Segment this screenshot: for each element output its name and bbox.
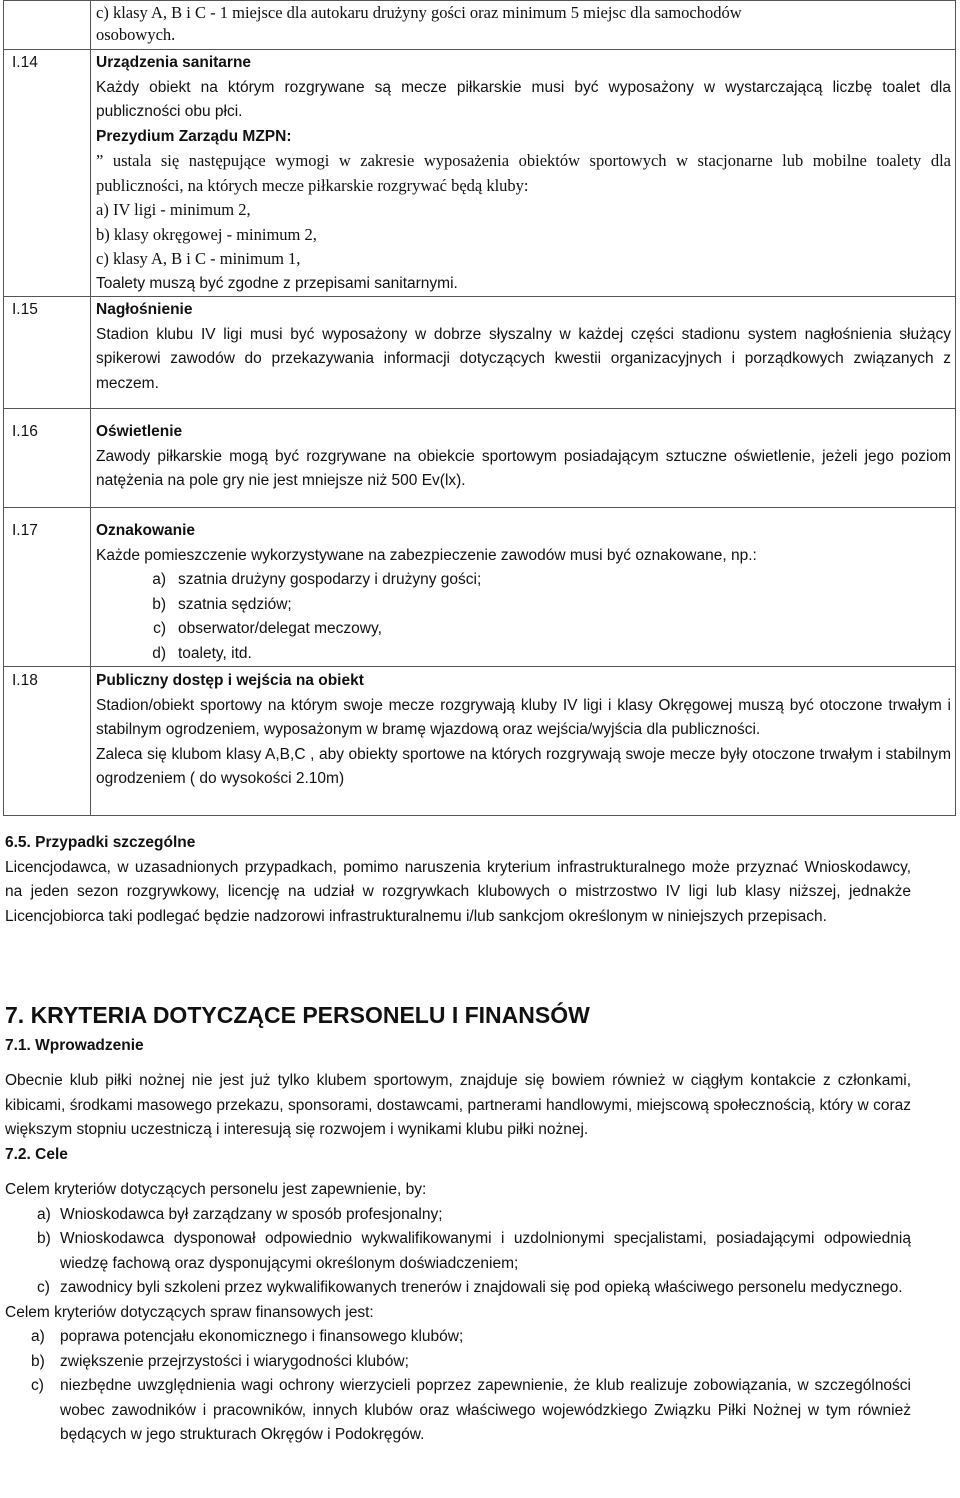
section-title: Oświetlenie — [96, 423, 183, 440]
paragraph: Stadion/obiekt sportowy na którym swoje mecze rozgrywają kluby IV ligi i klasy Okręgowej muszą być otoczone trwałym i stabilnym ogrodzeniem, wyposażonym w bramę wjazdową oraz wejścia/wyjścia dla publiczności. — [96, 696, 951, 738]
row-number: I.14 — [4, 50, 91, 297]
list-text: szatnia sędziów; — [178, 595, 292, 613]
row-number-cell — [4, 1, 91, 50]
list-text: poprawa potencjału ekonomicznego i finansowego klubów; — [60, 1328, 464, 1345]
list-item — [96, 593, 951, 618]
chapter-title: 7. KRYTERIA DOTYCZĄCE PERSONELU I FINANSÓW — [5, 1002, 590, 1028]
list-marker: c) — [37, 1279, 50, 1296]
list-marker: a) — [31, 1328, 45, 1345]
row-content-cell — [91, 667, 956, 816]
list-text: zawodnicy byli szkoleni przez wykwalifikowanych trenerów i znajdowali się pod opieką właściwego personelu medycznego. — [60, 1279, 903, 1296]
list-item: c) klasy A, B i C - minimum 1, — [96, 249, 301, 268]
table-row — [4, 667, 956, 816]
list-text: zwiększenie przejrzystości i wiarygodności klubów; — [60, 1352, 409, 1370]
section-title: 7.2. Cele — [5, 1145, 68, 1163]
list-item — [5, 1203, 911, 1228]
paragraph: Stadion klubu IV ligi musi być wyposażony w dobrze słyszalny w każdej części stadionu system nagłośnienia służący spikerowi zawodów do przekazywania informacji dotyczących kwestii organizacyjnych i porządkowych związanych z meczem. — [96, 325, 951, 392]
paragraph: Każde pomieszczenie wykorzystywane na zabezpieczenie zawodów musi być oznakowane, np.: — [96, 546, 757, 564]
table-row — [4, 1, 956, 50]
list-item — [5, 1276, 911, 1301]
paragraph: Celem kryteriów dotyczących spraw finansowych jest: — [5, 1303, 374, 1321]
list-text: niezbędne uwzględnienia wagi ochrony wierzycieli poprzez zapewnienie, że klub realizuje zobowiązania, w szczególności wobec zawodników i pracowników, innych klubów oraz właściwego wojewódzkiego Związku Piłki Nożnej w tym również będących w jego strukturach Okręgów i Podokręgów. — [60, 1377, 911, 1443]
row-content-cell — [91, 1, 956, 50]
row-content-cell — [91, 50, 956, 297]
paragraph-text: ustala się następujące wymogi w zakresie wyposażenia obiektów sportowych w stacjonarne lub mobilne toalety dla publiczności, na których mecze piłkarskie rozgrywać będą kluby: — [96, 151, 951, 195]
list-text: Wnioskodawca dysponował odpowiednio wykwalifikowanymi i uzdolnionymi specjalistami, posiadającymi odpowiednią wiedzę fachową oraz dysponującymi określonym doświadczeniem; — [60, 1230, 911, 1272]
section-title: Publiczny dostęp i wejścia na obiekt — [96, 672, 364, 689]
section-title: Nagłośnienie — [96, 301, 193, 318]
paragraph — [96, 149, 951, 198]
section-6-5 — [5, 831, 911, 929]
paragraph: Obecnie klub piłki nożnej nie jest już tylko klubem sportowym, znajduje się bowiem również w ciągłym kontakcie z członkami, kibicami, środkami masowego przekazu, sponsorami, dostawcami, partnerami handlowymi, miejscową społecznością, który w coraz większym stopniu uczestniczą i interesują się rozwojem i wynikami klubu piłki nożnej. — [5, 1072, 911, 1138]
sub-title: Prezydium Zarządu MZPN: — [96, 127, 292, 145]
text-line: osobowych. — [96, 24, 176, 44]
paragraph: Zaleca się klubom klasy A,B,C , aby obiekty sportowe na których rozgrywają swoje mecze były otoczone trwałym i stabilnym ogrodzeniem ( do wysokości 2.10m) — [96, 745, 951, 787]
list-item: a) IV ligi - minimum 2, — [96, 200, 251, 219]
list-marker: b) — [37, 1230, 51, 1247]
row-content-cell — [91, 409, 956, 508]
list-item — [96, 617, 951, 642]
paragraph: Licencjodawca, w uzasadnionych przypadkach, pomimo naruszenia kryterium infrastrukturalnego może przyznać Wnioskodawcy, na jeden sezon rozgrywkowy, licencję na udział w rozgrywkach klubowych o mistrzostwo IV ligi lub klasy niższej, jednakże Licencjobiorca taki podlegać będzie nadzorowi infrastrukturalnemu i/lub sankcjom określonym w niniejszych przepisach. — [5, 858, 911, 925]
list-item — [96, 642, 951, 667]
list-text: obserwator/delegat meczowy, — [178, 620, 382, 637]
list-item — [5, 1325, 911, 1350]
list-marker: a) — [37, 1205, 51, 1223]
list-marker: d) — [152, 644, 166, 662]
row-number: I.17 — [4, 508, 91, 667]
list-marker: c) — [31, 1377, 44, 1394]
list-text: szatnia drużyny gospodarzy i drużyny gości; — [178, 571, 482, 588]
section-title: 7.1. Wprowadzenie — [5, 1036, 144, 1054]
list-text: Wnioskodawca był zarządzany w sposób profesjonalny; — [60, 1205, 443, 1223]
list-marker: b) — [31, 1352, 45, 1370]
section-title: 6.5. Przypadki szczególne — [5, 834, 196, 851]
quote-mark: ” — [96, 151, 104, 170]
note: Toalety muszą być zgodne z przepisami sanitarnymi. — [96, 274, 458, 292]
list-item — [5, 1374, 911, 1448]
paragraph: Każdy obiekt na którym rozgrywane są mecze piłkarskie musi być wyposażony w wystarczającą liczbę toalet dla publiczności obu płci. — [96, 78, 951, 120]
row-content-cell — [91, 297, 956, 409]
table-row — [4, 508, 956, 667]
row-number: I.18 — [4, 667, 91, 816]
table-row — [4, 50, 956, 297]
row-number: I.16 — [4, 409, 91, 508]
row-number: I.15 — [4, 297, 91, 409]
list-item: b) klasy okręgowej - minimum 2, — [96, 224, 317, 244]
list-marker: a) — [152, 571, 166, 588]
list-marker: b) — [152, 595, 166, 613]
list-item — [5, 1350, 911, 1375]
list-marker: c) — [153, 620, 166, 637]
chapter-7 — [5, 1003, 911, 1448]
paragraph: Zawody piłkarskie mogą być rozgrywane na obiekcie sportowym posiadającym sztuczne oświetlenie, jeżeli jego poziom natężenia na pole gry nie jest mniejsze niż 500 Ev(lx). — [96, 447, 951, 489]
section-title: Oznakowanie — [96, 522, 196, 539]
row-content-cell — [91, 508, 956, 667]
paragraph: Celem kryteriów dotyczących personelu jest zapewnienie, by: — [5, 1181, 427, 1198]
table-row — [4, 409, 956, 508]
list-item — [5, 1227, 911, 1276]
table-row — [4, 297, 956, 409]
text-line: c) klasy A, B i C - 1 miejsce dla autokaru drużyny gości oraz minimum 5 miejsc dla samochodów — [96, 3, 742, 22]
section-title: Urządzenia sanitarne — [96, 54, 252, 71]
list-item — [96, 568, 951, 593]
list-text: toalety, itd. — [178, 644, 252, 662]
regulations-table — [3, 0, 956, 816]
